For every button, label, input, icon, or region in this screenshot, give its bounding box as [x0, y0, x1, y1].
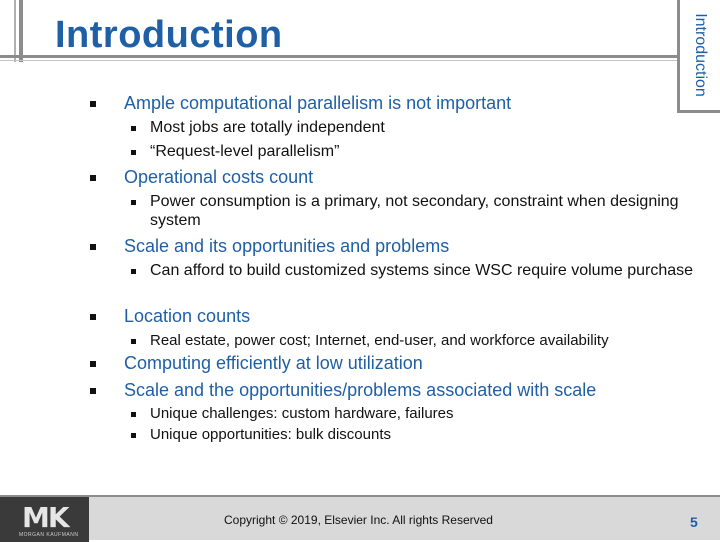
sub-bullet-text: “Request-level parallelism”: [150, 143, 340, 160]
bullet-marker: [90, 388, 96, 394]
sub-bullet-text: Unique opportunities: bulk discounts: [150, 426, 391, 443]
bullet-item: [90, 92, 511, 114]
bullet-text: Computing efficiently at low utilization: [124, 353, 423, 373]
sub-bullet-item: [131, 118, 385, 137]
sub-bullet-text: Unique challenges: custom hardware, failures: [150, 405, 454, 422]
bullet-text: Scale and the opportunities/problems associated with scale: [124, 380, 597, 400]
publisher-logo: [0, 497, 89, 542]
bullet-text: Operational costs count: [124, 167, 314, 187]
bullet-marker: [131, 126, 136, 131]
bullet-marker: [90, 175, 96, 181]
logo-subtext: MORGAN KAUFMANN: [19, 532, 79, 538]
sub-bullet-text: Can afford to build customized systems since WSC require volume purchase: [150, 262, 694, 279]
bullet-text: Location counts: [124, 306, 251, 326]
page-number: 5: [690, 514, 698, 530]
bullet-item: [90, 379, 596, 401]
bullet-marker: [131, 200, 136, 205]
bullet-marker: [90, 101, 96, 107]
bullet-marker: [131, 269, 136, 274]
bullet-marker: [90, 361, 96, 367]
sub-bullet-item: [131, 142, 339, 161]
bullet-item: [90, 235, 449, 257]
bullet-marker: [90, 244, 96, 250]
slide-title: Introduction: [55, 14, 283, 56]
bullet-marker: [131, 412, 136, 417]
sub-bullet-item: [131, 261, 701, 280]
bullet-marker: [90, 314, 96, 320]
section-side-label: Introduction: [692, 13, 709, 97]
bullet-item: [90, 305, 250, 327]
bullet-marker: [131, 433, 136, 438]
sub-bullet-item: [131, 331, 609, 350]
sub-bullet-item: [131, 404, 454, 423]
sub-bullet-item: [131, 425, 391, 444]
bullet-item: [90, 166, 313, 188]
bullet-text: Scale and its opportunities and problems: [124, 236, 450, 256]
sub-bullet-text: Real estate, power cost; Internet, end-user, and workforce availability: [150, 332, 609, 349]
bullet-item: [90, 352, 423, 374]
sub-bullet-text: Most jobs are totally independent: [150, 119, 385, 136]
bullet-text: Ample computational parallelism is not important: [124, 93, 512, 113]
section-side-tab: [677, 0, 720, 113]
bullet-marker: [131, 150, 136, 155]
copyright-notice: Copyright © 2019, Elsevier Inc. All rights Reserved: [224, 513, 493, 527]
logo-mark: MK: [22, 501, 68, 534]
bullet-marker: [131, 339, 136, 344]
sub-bullet-text: Power consumption is a primary, not secondary, constraint when designing system: [150, 193, 679, 229]
sub-bullet-item: [131, 192, 691, 230]
slide-footer: [0, 495, 720, 540]
